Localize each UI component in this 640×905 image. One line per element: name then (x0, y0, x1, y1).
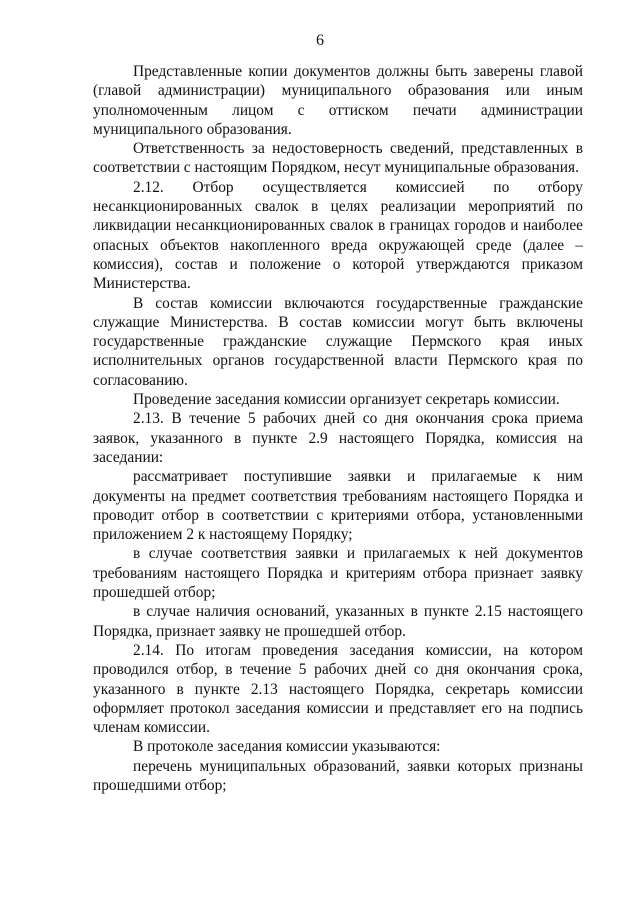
document-body (93, 62, 583, 795)
paragraph-2-13-meeting: 2.13. В течение 5 рабочих дней со дня окончания срока приема заявок, указанного в пункте 2.9 настоящего Порядка, комиссия на заседании: (93, 410, 583, 466)
page-number: 6 (316, 32, 324, 49)
paragraph-protocol-contents: В протоколе заседания комиссии указываются: (133, 738, 441, 756)
paragraph-application-passed: в случае соответствия заявки и прилагаемых к ней документов требованиям настоящего Порядка и критериям отбора признает заявку прошедшей отбор; (93, 545, 583, 602)
paragraph-application-rejected: в случае наличия оснований, указанных в пункте 2.15 настоящего Порядка, признает заявку не прошедшей отбор. (93, 603, 583, 640)
paragraph-review-applications: рассматривает поступившие заявки и прилагаемые к ним документы на предмет соответствия требованиям настоящего Порядка и проводит отбор в соответствии с критериями отбора, установленными приложением 2 к настоящему Порядку; (93, 468, 583, 544)
paragraph-list-municipalities: перечень муниципальных образований, заявки которых признаны прошедшими отбор; (93, 757, 583, 794)
paragraph-responsibility: Ответственность за недостоверность сведений, представленных в соответствии с настоящим Порядком, несут муниципальные образования. (93, 140, 583, 177)
paragraph-certified-copies: Представленные копии документов должны быть заверены главой (главой администрации) муниципального образования или иным уполномоченным лицом с оттиском печати администрации муниципального образования. (93, 63, 583, 138)
paragraph-commission-secretary: Проведение заседания комиссии организует секретарь комиссии. (133, 391, 560, 409)
paragraph-commission-composition: В состав комиссии включаются государственные гражданские служащие Министерства. В состав комиссии могут быть включены государственные гражданские служащие Пермского края иных исполнительных органов государственной власти Пермского края по согласованию. (93, 294, 583, 389)
paragraph-2-14-protocol: 2.14. По итогам проведения заседания комиссии, на котором проводился отбор, в течение 5 рабочих дней со дня окончания срока, указанного в пункте 2.13 настоящего Порядка, секретарь комиссии оформляет протокол заседания комиссии и представляет его на подпись членам комиссии. (93, 641, 583, 737)
paragraph-2-12-selection: 2.12. Отбор осуществляется комиссией по отбору несанкционированных свалок в целях реализации мероприятий по ликвидации несанкционированных свалок в границах городов и наиболее опасных объектов накопленного вреда окружающей среде (далее – комиссия), состав и положение о которой утверждаются приказом Министерства. (93, 178, 583, 293)
